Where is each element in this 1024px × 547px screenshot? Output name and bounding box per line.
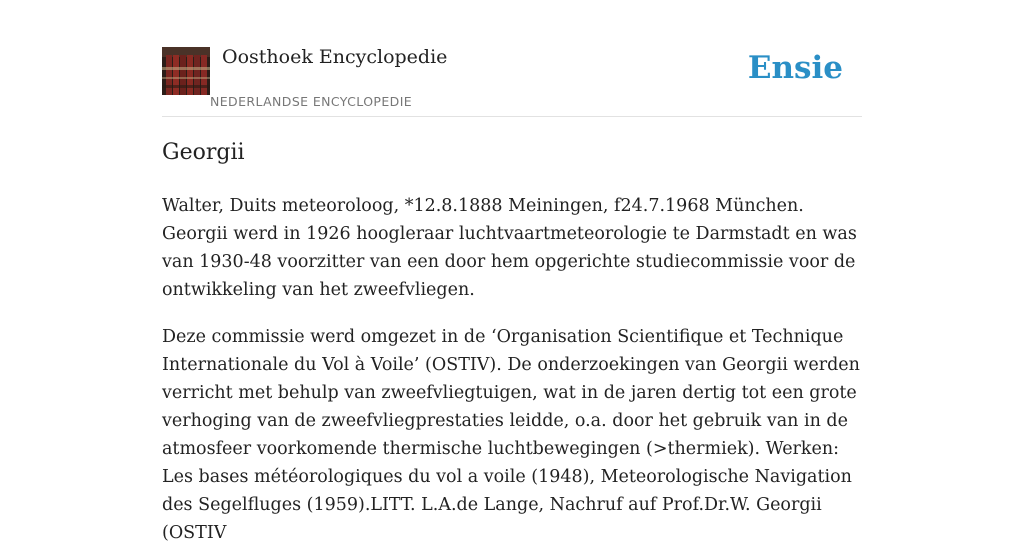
site-avatar[interactable] xyxy=(162,47,210,95)
site-name[interactable]: Oosthoek Encyclopedie xyxy=(222,46,448,68)
page-container xyxy=(162,0,862,543)
bookshelf-image xyxy=(162,47,210,95)
article-paragraph: Walter, Duits meteoroloog, *12.8.1888 Meiningen, f24.7.1968 München. Georgii werd in 1926 hoogleraar luchtvaartmeteorologie te Darmstadt en was van 1930-48 voorzitter van een door hem opgerichte studiecommissie voor de ontwikkeling van het zweefvliegen. xyxy=(162,196,857,300)
site-subtitle: NEDERLANDSE ENCYCLOPEDIE xyxy=(210,94,413,109)
article-paragraph: Deze commissie werd omgezet in de ‘Organisation Scientifique et Technique Internationale du Vol à Voile’ (OSTIV). De onderzoekingen van Georgii werden verricht met behulp van zweefvliegtuigen, wat in de jaren dertig tot een grote verhoging van de zweefvliegprestaties leidde, o.a. door het gebruik van in de atmosfeer voorkomende thermische luchtbewegingen (>thermiek). Werken: Les bases météorologiques du vol a voile (1948), Meteorologische Navigation des Segelfluges (1959).LITT. L.A.de Lange, Nachruf auf Prof.Dr.W. Georgii (OSTIV xyxy=(162,327,860,543)
site-header xyxy=(162,0,862,117)
brand-logo-link[interactable]: Ensie xyxy=(747,50,843,86)
article-title: Georgii xyxy=(162,140,245,165)
